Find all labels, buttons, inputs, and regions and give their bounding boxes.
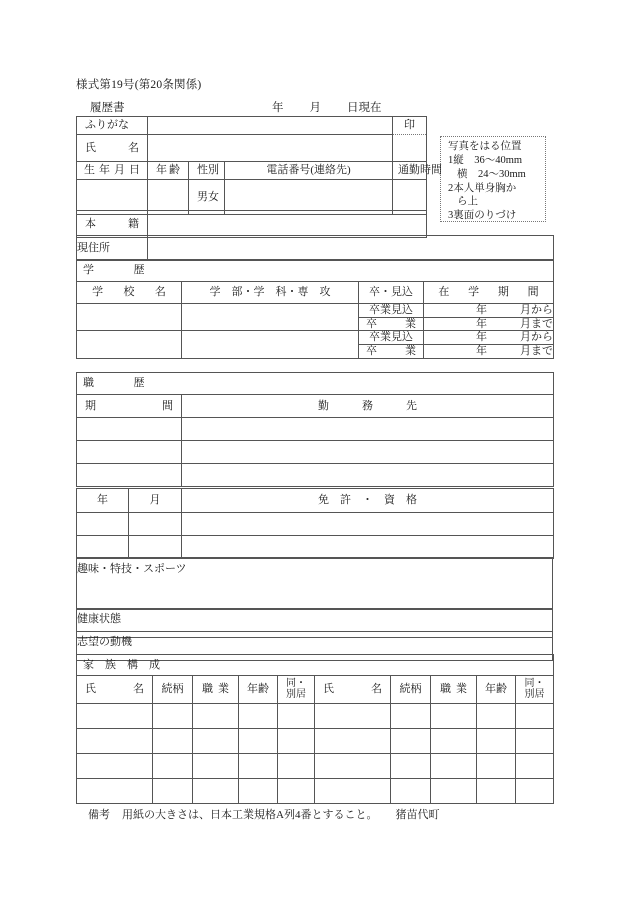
address-table	[76, 235, 554, 261]
family-living-cell[interactable]	[278, 754, 315, 779]
family-col-name-cell	[77, 676, 153, 704]
work-period-input-cell[interactable]	[77, 418, 182, 441]
gender-label: 性 別	[197, 164, 219, 177]
address-label-cell	[77, 236, 148, 261]
education-col-school-cell	[77, 282, 182, 304]
work-col-company-cell	[182, 395, 554, 418]
date-line	[272, 99, 382, 115]
license-month-input-cell[interactable]	[129, 513, 182, 536]
family-col-job-cell	[193, 676, 239, 704]
education-section-label: 学 歴	[83, 264, 145, 277]
date-day-label: 日現在	[347, 102, 382, 114]
family-row	[77, 779, 554, 804]
education-section-header-row	[77, 260, 554, 282]
family-relation-cell-r[interactable]	[391, 704, 431, 729]
license-col-year-label: 年	[97, 494, 108, 507]
birthdate-label-cell	[77, 162, 148, 180]
family-row	[77, 729, 554, 754]
family-age-cell-r[interactable]	[477, 729, 516, 754]
family-relation-cell-r[interactable]	[391, 729, 431, 754]
seal-cell[interactable]	[393, 117, 427, 135]
education-period-to-cell-2[interactable]: 年 月まで	[424, 344, 554, 358]
document-title: 履歴書	[90, 102, 125, 114]
family-column-header-row	[77, 676, 554, 704]
work-history-table	[76, 372, 554, 487]
photo-paste-area	[440, 136, 546, 222]
honseki-table	[76, 210, 427, 238]
work-period-input-cell-2[interactable]	[77, 441, 182, 464]
license-col-year-cell	[77, 489, 129, 513]
furigana-input-cell[interactable]	[148, 117, 393, 135]
family-col-name-label: 氏 名	[85, 683, 144, 696]
work-row	[77, 441, 554, 464]
family-age-cell-r[interactable]	[477, 754, 516, 779]
education-major-input-cell-2[interactable]	[182, 317, 359, 331]
name-label: 氏 名	[85, 141, 139, 154]
family-name-cell-r[interactable]	[315, 779, 391, 804]
photo-instruction-line-5: ら上	[457, 196, 478, 208]
work-period-input-cell-3[interactable]	[77, 464, 182, 487]
health-label: 健康状態	[77, 613, 121, 625]
education-status-expected-cell-2[interactable]: 卒業見込	[359, 331, 424, 345]
education-row	[77, 331, 554, 345]
motivation-label: 志望の動機	[77, 636, 132, 648]
family-section-header-row	[77, 655, 554, 676]
gender-options	[189, 191, 224, 204]
work-section-label-cell	[77, 373, 554, 395]
license-name-input-cell-2[interactable]	[182, 536, 554, 559]
family-living-cell-r[interactable]	[516, 779, 554, 804]
education-section-table	[76, 259, 554, 359]
photo-instruction-line-4: 2本人単身胸か	[448, 182, 517, 194]
education-status-graduated-cell-2[interactable]	[359, 344, 424, 358]
education-col-major-cell	[182, 282, 359, 304]
hobby-label: 趣味・特技・スポーツ	[77, 563, 187, 575]
furigana-label-cell	[77, 117, 148, 135]
address-input-cell[interactable]	[148, 236, 554, 261]
license-month-input-cell-2[interactable]	[129, 536, 182, 559]
family-age-cell[interactable]	[239, 704, 278, 729]
education-school-input-cell[interactable]	[77, 304, 182, 318]
work-section-label: 職 歴	[83, 377, 145, 390]
family-living-cell-r[interactable]	[516, 754, 554, 779]
work-company-input-cell[interactable]	[182, 418, 554, 441]
family-name-cell[interactable]	[77, 754, 153, 779]
work-company-input-cell-3[interactable]	[182, 464, 554, 487]
family-job-cell[interactable]	[193, 729, 239, 754]
family-job-cell[interactable]	[193, 754, 239, 779]
work-row	[77, 464, 554, 487]
photo-instruction-line-6: 3裏面のりづけ	[448, 210, 517, 222]
footer-note-text: 用紙の大きさは、日本工業規格A列4番とすること。	[122, 809, 378, 821]
date-year-label: 年	[272, 102, 284, 114]
education-major-input-cell-3[interactable]	[182, 331, 359, 345]
furigana-row	[77, 117, 427, 135]
hobby-table	[76, 557, 553, 610]
commute-label-cell	[393, 162, 442, 180]
address-row	[77, 236, 554, 261]
hobby-cell[interactable]	[77, 558, 553, 610]
education-school-input-cell-2[interactable]	[77, 317, 182, 331]
education-section-label-cell	[77, 260, 554, 282]
education-row	[77, 317, 554, 331]
family-relation-cell[interactable]	[153, 779, 193, 804]
photo-instruction-line-1: 写真をはる位置	[448, 141, 522, 152]
family-job-cell[interactable]	[193, 704, 239, 729]
work-company-input-cell-2[interactable]	[182, 441, 554, 464]
family-col-relation-cell	[153, 676, 193, 704]
education-period-to-cell[interactable]: 年 月まで	[424, 317, 554, 331]
education-row	[77, 344, 554, 358]
age-label: 年 齢	[156, 164, 180, 177]
birthdate-label: 生 年 月 日	[84, 164, 140, 177]
family-col-job-cell-2	[431, 676, 477, 704]
name-row	[77, 135, 427, 162]
license-col-month-label: 月	[149, 494, 161, 507]
footer-note-label: 備考	[88, 809, 110, 821]
education-col-period-label: 在 学 期 間	[438, 286, 539, 299]
family-relation-cell-r[interactable]	[391, 754, 431, 779]
honseki-label: 本 籍	[85, 217, 139, 230]
family-living-cell[interactable]	[278, 704, 315, 729]
work-section-header-row	[77, 373, 554, 395]
family-name-cell[interactable]	[77, 779, 153, 804]
family-table	[76, 654, 554, 804]
date-month-label: 月	[309, 102, 321, 114]
seal-input-cell[interactable]	[393, 135, 427, 162]
education-row	[77, 304, 554, 318]
family-row	[77, 754, 554, 779]
age-label-cell	[148, 162, 189, 180]
family-job-cell-r[interactable]	[431, 729, 477, 754]
family-living-cell-r[interactable]	[516, 704, 554, 729]
education-major-input-cell-4[interactable]	[182, 344, 359, 358]
family-col-relation-cell-2	[391, 676, 431, 704]
family-col-age-label: 年齢	[247, 683, 269, 696]
education-status-expected-cell[interactable]: 卒業見込	[359, 304, 424, 318]
name-input-cell[interactable]	[148, 135, 393, 162]
family-name-cell[interactable]	[77, 704, 153, 729]
work-column-header-row	[77, 395, 554, 418]
family-col-living-label-2: 同・ 別居	[524, 678, 545, 700]
family-name-cell[interactable]	[77, 729, 153, 754]
family-age-cell-r[interactable]	[477, 704, 516, 729]
family-col-living-label: 同・ 別居	[286, 678, 306, 700]
education-col-major-label: 学 部・学 科・専 攻	[209, 286, 331, 299]
family-col-job-label-2: 職 業	[440, 683, 467, 696]
family-living-cell[interactable]	[278, 779, 315, 804]
commute-label: 通 勤 時 間	[398, 164, 442, 177]
family-living-cell-r[interactable]	[516, 729, 554, 754]
family-job-cell[interactable]	[193, 779, 239, 804]
family-col-relation-label-2: 続柄	[399, 683, 422, 696]
family-col-living-cell	[278, 676, 315, 704]
education-col-status-label: 卒・見込	[369, 286, 413, 299]
family-job-cell-r[interactable]	[431, 704, 477, 729]
education-period-from-cell[interactable]: 年 月から	[424, 304, 554, 318]
education-col-status-cell	[359, 282, 424, 304]
family-col-living-cell-2	[516, 676, 554, 704]
honseki-row	[77, 211, 427, 238]
education-col-school-label: 学 校 名	[92, 286, 166, 299]
family-col-age-label-2: 年齢	[485, 683, 507, 696]
footer-note	[88, 806, 439, 822]
family-col-name-label-2: 氏 名	[323, 683, 382, 696]
family-relation-cell-r[interactable]	[391, 779, 431, 804]
work-col-period-label: 期 間	[85, 399, 173, 412]
gender-male-option[interactable]: 男	[197, 190, 208, 203]
family-section-label: 家 族 構 成	[83, 658, 160, 671]
name-label-cell	[77, 135, 148, 162]
license-name-input-cell[interactable]	[182, 513, 554, 536]
license-row	[77, 513, 554, 536]
honseki-label-cell	[77, 211, 148, 238]
family-section-label-cell	[77, 655, 554, 676]
family-col-relation-label: 続柄	[161, 683, 184, 696]
license-year-input-cell-2[interactable]	[77, 536, 129, 559]
seal-label: 印	[404, 119, 415, 132]
education-period-from-cell-2[interactable]: 年 月から	[424, 331, 554, 345]
gender-label-cell	[189, 162, 225, 180]
family-relation-cell[interactable]	[153, 754, 193, 779]
work-row	[77, 418, 554, 441]
family-age-cell-r[interactable]	[477, 779, 516, 804]
work-col-period-cell	[77, 395, 182, 418]
phone-label-cell	[225, 162, 393, 180]
license-col-title-cell	[182, 489, 554, 513]
family-row	[77, 704, 554, 729]
education-status-graduated-cell[interactable]	[359, 317, 424, 331]
family-col-name-cell-2	[315, 676, 391, 704]
family-col-age-cell-2	[477, 676, 516, 704]
family-job-cell-r[interactable]	[431, 754, 477, 779]
family-age-cell[interactable]	[239, 729, 278, 754]
gender-female-option[interactable]: 女	[208, 190, 219, 203]
address-label: 現住所	[77, 241, 110, 254]
family-col-job-label: 職 業	[202, 683, 229, 696]
family-relation-cell[interactable]	[153, 729, 193, 754]
furigana-label: ふりがな	[85, 119, 129, 132]
education-status-graduated-label-2: 卒 業	[366, 344, 416, 357]
personal-info-table	[76, 116, 442, 215]
family-living-cell[interactable]	[278, 729, 315, 754]
license-row	[77, 536, 554, 559]
work-col-company-label: 勤 務 先	[318, 399, 417, 412]
photo-instruction-line-3: 横 24〜30mm	[457, 168, 526, 180]
phone-label: 電話番号(連絡先)	[266, 164, 351, 177]
family-name-cell-r[interactable]	[315, 729, 391, 754]
family-relation-cell[interactable]	[153, 704, 193, 729]
form-number: 様式第19号(第20条関係)	[76, 79, 202, 91]
family-age-cell[interactable]	[239, 779, 278, 804]
honseki-input-cell[interactable]	[148, 211, 427, 238]
education-school-input-cell-4[interactable]	[77, 344, 182, 358]
footer-issuer: 猪苗代町	[395, 809, 440, 821]
photo-instruction-line-2: 1縦 36〜40mm	[448, 154, 523, 166]
license-year-input-cell[interactable]	[77, 513, 129, 536]
license-header-row	[77, 489, 554, 513]
education-column-header-row	[77, 282, 554, 304]
family-age-cell[interactable]	[239, 754, 278, 779]
attributes-header-row	[77, 162, 427, 180]
education-major-input-cell[interactable]	[182, 304, 359, 318]
education-status-graduated-label: 卒 業	[366, 317, 416, 330]
license-col-month-cell	[129, 489, 182, 513]
family-name-cell-r[interactable]	[315, 704, 391, 729]
hobby-row	[77, 558, 553, 610]
license-table	[76, 488, 554, 559]
family-job-cell-r[interactable]	[431, 779, 477, 804]
education-col-period-cell	[424, 282, 554, 304]
education-school-input-cell-3[interactable]	[77, 331, 182, 345]
family-col-age-cell	[239, 676, 278, 704]
family-name-cell-r[interactable]	[315, 754, 391, 779]
license-col-title-label: 免 許 ・ 資 格	[318, 494, 417, 507]
